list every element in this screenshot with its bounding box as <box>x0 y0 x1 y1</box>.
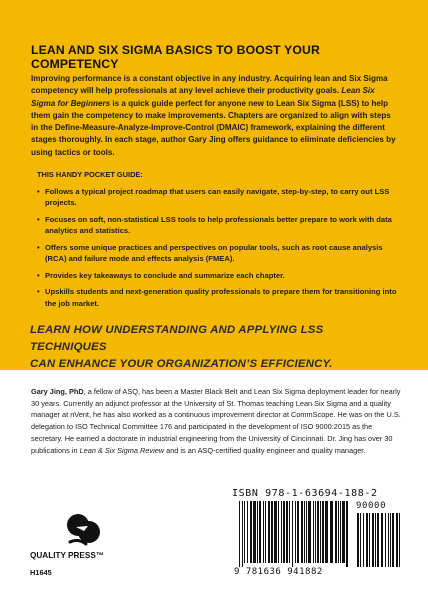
bullet-icon: • <box>37 270 40 280</box>
barcode-bar <box>268 501 270 563</box>
barcode-bar <box>363 513 364 567</box>
barcode-bar <box>244 501 245 563</box>
barcode-bar <box>295 501 296 563</box>
barcode-bar <box>274 501 277 563</box>
barcode-bar <box>335 501 337 563</box>
list-item-text: Offers some unique practices and perspectives on popular tools, such as root cause analysis (RCA) and failure mode and effects analysis (FMEA). <box>45 242 383 264</box>
author-bio <box>31 386 403 456</box>
barcode-bar <box>390 513 391 567</box>
bio-text-1: , a fellow of ASQ, has been a Master Black Belt and Lean Six Sigma deployment leader for nearly 30 years. Currently an adjunct professor at the University of St. Thomas teaching Lean Six Sigma and a quality manager at nVent, he has also worked as a continuous improvement director at CommScope. He was on the U.S. delegation to ISO Technical Committee 176 and participated in the development of ISO 9000:2015 as the secretary. He earned a doctorate in industrial engineering from the University of Cincinnati. Dr. Jing has over 30 publications in <box>31 387 401 455</box>
barcode-bar <box>278 501 279 563</box>
ean-number: 9 781636 941882 <box>234 567 323 577</box>
barcode-bar <box>385 513 386 567</box>
list-item-text: Focuses on soft, non-statistical LSS tools to help professionals better prepare to work with data analytics and statistics. <box>45 214 392 236</box>
barcode-bar <box>340 501 341 563</box>
barcode-bar <box>342 501 345 563</box>
barcode-bar <box>250 501 252 563</box>
barcode-bar <box>242 501 243 567</box>
guide-list <box>37 186 399 314</box>
barcode-bar <box>259 501 261 563</box>
barcode-bar <box>396 513 398 567</box>
barcode-bar <box>283 501 285 563</box>
intro-text-1: Improving performance is a constant objective in any industry. Acquiring lean and Six Sigma competency will help professionals at any level achieve their productivity goals. <box>31 74 388 96</box>
author-name: Gary Jing, PhD <box>31 387 84 396</box>
guide-title: THIS HANDY POCKET GUIDE: <box>37 170 143 179</box>
bullet-icon: • <box>37 242 40 252</box>
barcode-bar <box>281 501 282 563</box>
barcode-bar <box>381 513 383 567</box>
list-item-text: Upskills students and next-generation quality professionals to prepare them for transitioning into the job market. <box>45 287 397 308</box>
barcode-bar <box>375 513 376 567</box>
barcode-bar <box>289 501 290 563</box>
isbn-text: ISBN 978-1-63694-188-2 <box>232 488 378 499</box>
intro-paragraph <box>31 73 399 159</box>
barcode-bar <box>377 513 379 567</box>
barcode-bar <box>313 501 314 563</box>
barcode-bar <box>325 501 328 563</box>
barcode-bar <box>297 501 299 563</box>
barcode-bar <box>292 501 293 567</box>
barcode-bar <box>304 501 305 563</box>
barcode-bar <box>286 501 288 563</box>
callout-line-2: CAN ENHANCE YOUR ORGANIZATION’S EFFICIENCY. <box>30 358 333 370</box>
list-item <box>37 186 399 209</box>
barcode-bar <box>308 501 311 563</box>
intro-book-title: Lean Six Sigma for Beginners <box>31 86 375 108</box>
callout-line-1: LEARN HOW UNDERSTANDING AND APPLYING LSS TECHNIQUES <box>30 324 324 353</box>
barcode-bar <box>360 513 361 567</box>
intro-text-2: is a quick guide perfect for anyone new to Lean Six Sigma (LSS) to help them gain the competency to make improvements. Chapters are organized to align with steps in the Define-Measure-Analyze-Improve-Control (DMAIC) framework, explaining the different stages thoroughly. In each stage, author Gary Jing offers guidance to eliminate deficiencies by using tactics or tools. <box>31 98 396 157</box>
bullet-icon: • <box>37 214 40 224</box>
barcode-bar <box>320 501 321 563</box>
bio-publication: Lean & Six Sigma Review <box>79 445 165 455</box>
barcode-block <box>232 488 407 585</box>
barcode-bar <box>315 501 316 563</box>
barcode-bar <box>247 501 248 563</box>
headline: LEAN AND SIX SIGMA BASICS TO BOOST YOUR COMPETENCY <box>31 43 320 71</box>
barcode-bar <box>330 501 333 563</box>
list-item-text: Follows a typical project roadmap that users can easily navigate, step-by-step, to carry out LSS projects. <box>45 187 390 208</box>
price-addon-number: 90000 <box>356 501 387 511</box>
barcode-bar <box>239 501 240 567</box>
list-item <box>37 286 399 309</box>
list-item <box>37 242 399 265</box>
barcode-bar <box>257 501 258 563</box>
barcode-bar <box>301 501 303 563</box>
barcode-bar <box>388 513 389 567</box>
callout <box>30 322 402 373</box>
barcode-bar <box>372 513 374 567</box>
bullet-icon: • <box>37 187 40 196</box>
product-code: H1645 <box>30 568 52 577</box>
barcode-bar <box>392 513 394 567</box>
list-item-text: Provides key takeaways to conclude and summarize each chapter. <box>45 270 285 280</box>
list-item <box>37 214 399 237</box>
barcode-bar <box>271 501 273 563</box>
barcode-bar <box>357 513 359 567</box>
barcode-bar <box>306 501 307 563</box>
barcode-bar <box>265 501 266 563</box>
barcode-bar <box>263 501 264 563</box>
barcode-bar <box>253 501 256 563</box>
barcode-bar <box>366 513 368 567</box>
barcode-bar <box>346 501 348 567</box>
barcode-bar <box>338 501 339 563</box>
list-item <box>37 270 399 281</box>
barcode-bar <box>317 501 319 563</box>
quality-press-logo-icon <box>64 512 102 548</box>
barcode-bar <box>369 513 370 567</box>
barcode-bar <box>399 513 400 567</box>
publisher-name: QUALITY PRESS™ <box>30 551 105 560</box>
bio-text-2: and is an ASQ-certified quality engineer and quality manager. <box>164 445 366 455</box>
bullet-icon: • <box>37 287 40 297</box>
barcode-bar <box>322 501 324 563</box>
